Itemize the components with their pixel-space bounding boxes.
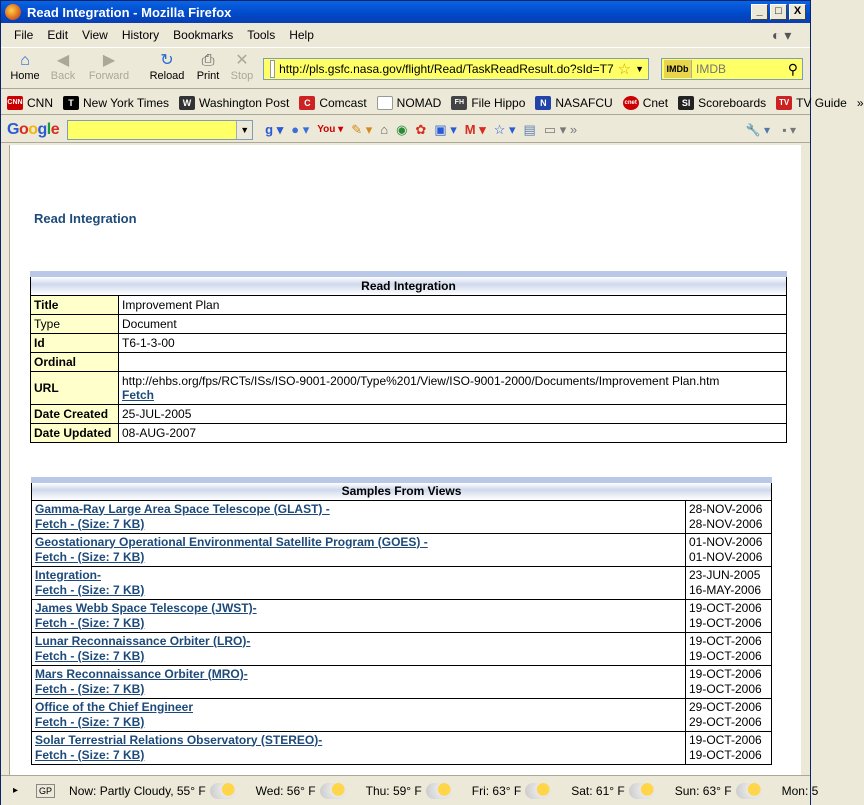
table-row xyxy=(32,566,772,599)
wapo-icon: W xyxy=(179,96,195,110)
partly-cloudy-icon xyxy=(525,783,551,799)
read-integration-table xyxy=(30,271,787,443)
sample-date: 28-NOV-2006 xyxy=(689,516,763,531)
news-icon[interactable]: ⌂ xyxy=(380,122,389,137)
sample-fetch-link[interactable]: Fetch - (Size: 7 KB) xyxy=(35,516,145,531)
table-row xyxy=(32,500,772,533)
sample-date: 01-NOV-2006 xyxy=(689,549,763,564)
vertical-scrollbar[interactable] xyxy=(801,145,810,775)
date-updated-label: Date Updated xyxy=(31,424,119,443)
menu-history[interactable]: History xyxy=(121,28,160,42)
menu-view[interactable]: View xyxy=(82,28,108,42)
highlight-icon[interactable]: ▭ ▾ » xyxy=(543,121,578,137)
menu-bookmarks[interactable]: Bookmarks xyxy=(173,28,234,42)
table-row xyxy=(32,665,772,698)
sample-date: 19-OCT-2006 xyxy=(689,732,762,747)
url-label: URL xyxy=(31,372,119,405)
bookmarks-icon[interactable]: ✎ ▾ xyxy=(351,121,373,137)
menu-file[interactable]: File xyxy=(14,28,34,42)
wrench-icon[interactable]: 🔧 ▾ xyxy=(745,122,770,137)
bookmark-tv-guide[interactable] xyxy=(776,96,847,110)
cloudy-icon xyxy=(736,783,762,799)
partly-cloudy-icon xyxy=(426,783,452,799)
sidebar-gutter xyxy=(1,145,9,775)
page-content xyxy=(9,145,802,775)
google-logo[interactable]: Google xyxy=(7,120,60,138)
back-label: Back xyxy=(50,70,76,82)
google-search-icon[interactable]: g ▾ xyxy=(265,121,284,137)
date-updated-value: 08-AUG-2007 xyxy=(119,424,787,443)
bookmark-nomad[interactable] xyxy=(377,96,442,110)
partly-cloudy-icon xyxy=(210,783,236,799)
table-row xyxy=(31,424,787,443)
weather-now[interactable] xyxy=(69,783,236,799)
type-label: Type xyxy=(31,315,119,334)
forecast-wed[interactable] xyxy=(256,783,346,799)
sample-fetch-link[interactable]: Fetch - (Size: 7 KB) xyxy=(35,681,145,696)
sample-date: 19-OCT-2006 xyxy=(689,600,762,615)
bookmark-washington-post[interactable] xyxy=(179,96,289,110)
google-search-input[interactable] xyxy=(67,120,253,140)
minimize-button[interactable]: _ xyxy=(751,4,768,20)
ordinal-label: Ordinal xyxy=(31,353,119,372)
bookmark-label: NASAFCU xyxy=(555,95,613,110)
menu-bar xyxy=(1,25,810,45)
page-title: Read Integration xyxy=(34,211,137,226)
type-value: Document xyxy=(119,315,787,334)
google-toolbar xyxy=(1,117,810,143)
forecast-sun[interactable] xyxy=(675,783,762,799)
sample-date: 19-OCT-2006 xyxy=(689,666,762,681)
sample-date: 29-OCT-2006 xyxy=(689,699,762,714)
nasafcu-icon: N xyxy=(535,96,551,110)
forecast-text: Thu: 59° F xyxy=(365,783,422,798)
sample-date: 23-JUN-2005 xyxy=(689,567,761,582)
stop-button[interactable] xyxy=(222,52,262,82)
firefox-icon xyxy=(5,4,21,20)
bookmark-new-york-times[interactable] xyxy=(63,96,169,110)
gp-icon[interactable]: GP xyxy=(36,784,55,798)
reload-label: Reload xyxy=(149,70,185,82)
sample-date: 29-OCT-2006 xyxy=(689,714,762,729)
maximize-button[interactable]: □ xyxy=(770,4,787,20)
search-input[interactable] xyxy=(692,62,788,76)
bookmark-file-hippo[interactable] xyxy=(451,96,525,110)
bookmark-label: Comcast xyxy=(319,95,367,110)
window-title: Read Integration - Mozilla Firefox xyxy=(27,4,232,20)
search-icon[interactable]: ⚲ xyxy=(787,60,798,77)
sample-date: 28-NOV-2006 xyxy=(689,501,763,516)
url-cell xyxy=(119,372,787,405)
search-box[interactable] xyxy=(661,58,803,80)
table-row xyxy=(31,296,787,315)
star-icon[interactable]: ☆ ▾ xyxy=(493,121,516,137)
bookmark-comcast[interactable] xyxy=(299,96,366,110)
address-dropdown-icon[interactable]: ▼ xyxy=(635,64,644,74)
chevron-down-icon[interactable]: ▼ xyxy=(236,121,252,139)
sample-fetch-link[interactable]: Fetch - (Size: 7 KB) xyxy=(35,582,145,597)
cnet-icon: cnet xyxy=(623,96,639,110)
sample-view-link[interactable]: Gamma-Ray Large Area Space Telescope (GLAST) - xyxy=(35,501,330,516)
fetch-link[interactable]: Fetch xyxy=(122,388,155,402)
info-table-header: Read Integration xyxy=(31,274,787,296)
cloudy-icon xyxy=(629,783,655,799)
forward-arrow-icon: ▶ xyxy=(102,52,116,69)
sample-view-link[interactable]: Solar Terrestrial Relations Observatory (STEREO)- xyxy=(35,732,323,747)
forecast-text: Sat: 61° F xyxy=(571,783,625,798)
reload-button[interactable] xyxy=(147,52,187,82)
table-row xyxy=(31,315,787,334)
forecast-mon[interactable] xyxy=(782,784,819,798)
bookmark-star-icon[interactable]: ☆ xyxy=(617,61,632,78)
sample-view-link[interactable]: Geostationary Operational Environmental Satellite Program (GOES) - xyxy=(35,534,428,549)
sample-date: 19-OCT-2006 xyxy=(689,747,762,762)
menu-tools[interactable]: Tools xyxy=(247,28,276,42)
translate-icon[interactable]: ▣ ▾ xyxy=(434,121,457,137)
home-label: Home xyxy=(10,70,40,82)
page-icon xyxy=(377,96,393,110)
settings-icon[interactable]: ▪ ▾ xyxy=(782,122,796,137)
nyt-icon: T xyxy=(63,96,79,110)
earth-icon[interactable]: ◉ xyxy=(396,121,408,137)
filehippo-icon: FH xyxy=(451,96,467,110)
bookmark-label: NOMAD xyxy=(396,95,442,110)
id-value: T6-1-3-00 xyxy=(119,334,787,353)
table-row xyxy=(31,405,787,424)
home-icon: ⌂ xyxy=(20,52,30,69)
bookmark-label: CNN xyxy=(27,95,53,110)
sample-fetch-link[interactable]: Fetch - (Size: 7 KB) xyxy=(35,549,145,564)
title-value: Improvement Plan xyxy=(119,296,787,315)
bookmark-label: Cnet xyxy=(642,95,669,110)
address-url[interactable]: http://pls.gsfc.nasa.gov/flight/Read/TaskReadResult.do?sId=T7 xyxy=(279,62,614,76)
bookmark-cnn[interactable] xyxy=(7,96,53,110)
forecast-text: Mon: 5 xyxy=(781,783,819,798)
bookmarks-overflow-button[interactable]: » xyxy=(856,95,864,110)
table-row xyxy=(31,372,787,405)
title-bar xyxy=(1,1,810,23)
sample-view-link[interactable]: Integration- xyxy=(35,567,101,582)
samples-from-views-table xyxy=(31,477,772,765)
bookmark-cnet[interactable] xyxy=(623,96,668,110)
bookmark-label: Scoreboards xyxy=(698,95,767,110)
forecast-fri[interactable] xyxy=(472,783,551,799)
bookmark-label: New York Times xyxy=(83,95,170,110)
back-button[interactable] xyxy=(43,52,83,82)
sample-date: 19-OCT-2006 xyxy=(689,681,762,696)
globe-icon[interactable]: ● ▾ xyxy=(291,121,310,137)
bookmark-scoreboards[interactable] xyxy=(678,96,766,110)
ordinal-value xyxy=(119,353,787,372)
forward-button[interactable] xyxy=(87,52,131,82)
url-value: http://ehbs.org/fps/RCTs/ISs/ISO-9001-2000/Type%201/View/ISO-9001-2000/Documents/Improvement Plan.htm xyxy=(122,374,720,388)
stop-x-icon: ✕ xyxy=(235,52,249,69)
bookmark-label: File Hippo xyxy=(471,95,526,110)
sample-fetch-link[interactable]: Fetch - (Size: 7 KB) xyxy=(35,615,145,630)
bookmark-label: Washington Post xyxy=(199,95,290,110)
address-bar[interactable] xyxy=(263,58,649,80)
sample-date: 16-MAY-2006 xyxy=(689,582,762,597)
bookmark-label: TV Guide xyxy=(796,95,847,110)
print-label: Print xyxy=(196,70,220,82)
docs-icon[interactable]: ▤ xyxy=(523,121,536,137)
forward-label: Forward xyxy=(88,70,130,82)
forecast-text: Sun: 63° F xyxy=(674,783,732,798)
weather-now-text: Now: Partly Cloudy, 55° F xyxy=(69,783,206,798)
forecast-thu[interactable] xyxy=(366,783,452,799)
date-created-label: Date Created xyxy=(31,405,119,424)
bookmarks-toolbar xyxy=(1,91,864,115)
gmail-icon[interactable]: M ▾ xyxy=(464,121,486,137)
tvguide-icon: TV xyxy=(776,96,792,110)
cnn-icon: CNN xyxy=(7,96,23,110)
picasa-icon[interactable]: ✿ xyxy=(415,121,427,137)
partly-cloudy-icon xyxy=(320,783,346,799)
sample-date: 19-OCT-2006 xyxy=(689,633,762,648)
status-bar xyxy=(1,775,819,805)
close-button[interactable]: X xyxy=(789,4,806,20)
stop-label: Stop xyxy=(230,70,254,82)
bookmark-nasafcu[interactable] xyxy=(535,96,612,110)
id-label: Id xyxy=(31,334,119,353)
page-icon xyxy=(270,60,275,78)
home-button[interactable] xyxy=(5,52,45,82)
date-created-value: 25-JUL-2005 xyxy=(119,405,787,424)
table-row xyxy=(32,533,772,566)
menu-help[interactable]: Help xyxy=(289,28,314,42)
search-engine-icon[interactable]: IMDb xyxy=(664,60,692,78)
sample-fetch-link[interactable]: Fetch - (Size: 7 KB) xyxy=(35,747,145,762)
sample-view-link[interactable]: James Webb Space Telescope (JWST)- xyxy=(35,600,257,615)
si-icon: SI xyxy=(678,96,694,110)
table-row xyxy=(32,599,772,632)
sample-view-link[interactable]: Lunar Reconnaissance Orbiter (LRO)- xyxy=(35,633,251,648)
comcast-icon: C xyxy=(299,96,315,110)
title-label: Title xyxy=(31,296,119,315)
forecast-sat[interactable] xyxy=(571,783,655,799)
back-arrow-icon: ◀ xyxy=(56,52,70,69)
samples-table-header: Samples From Views xyxy=(32,480,772,500)
navigation-toolbar xyxy=(1,47,810,89)
menu-edit[interactable]: Edit xyxy=(47,28,69,42)
sample-view-link[interactable]: Mars Reconnaissance Orbiter (MRO)- xyxy=(35,666,248,681)
table-row xyxy=(31,353,787,372)
table-row xyxy=(32,731,772,764)
table-row xyxy=(31,334,787,353)
printer-icon: ⎙ xyxy=(201,52,215,69)
reload-icon: ↻ xyxy=(160,52,174,69)
table-row xyxy=(32,632,772,665)
youtube-icon[interactable]: You ▾ xyxy=(317,124,344,135)
activity-throbber-icon: ◐ ▾ xyxy=(772,27,792,43)
table-row xyxy=(32,698,772,731)
sample-date: 01-NOV-2006 xyxy=(689,534,763,549)
forecast-text: Fri: 63° F xyxy=(471,783,522,798)
chevron-right-icon[interactable]: ▸ xyxy=(13,785,19,796)
sample-date: 19-OCT-2006 xyxy=(689,648,762,663)
sample-fetch-link[interactable]: Fetch - (Size: 7 KB) xyxy=(35,648,145,663)
sample-date: 19-OCT-2006 xyxy=(689,615,762,630)
sample-view-link[interactable]: Office of the Chief Engineer xyxy=(35,699,194,714)
forecast-text: Wed: 56° F xyxy=(255,783,316,798)
sample-fetch-link[interactable]: Fetch - (Size: 7 KB) xyxy=(35,714,145,729)
